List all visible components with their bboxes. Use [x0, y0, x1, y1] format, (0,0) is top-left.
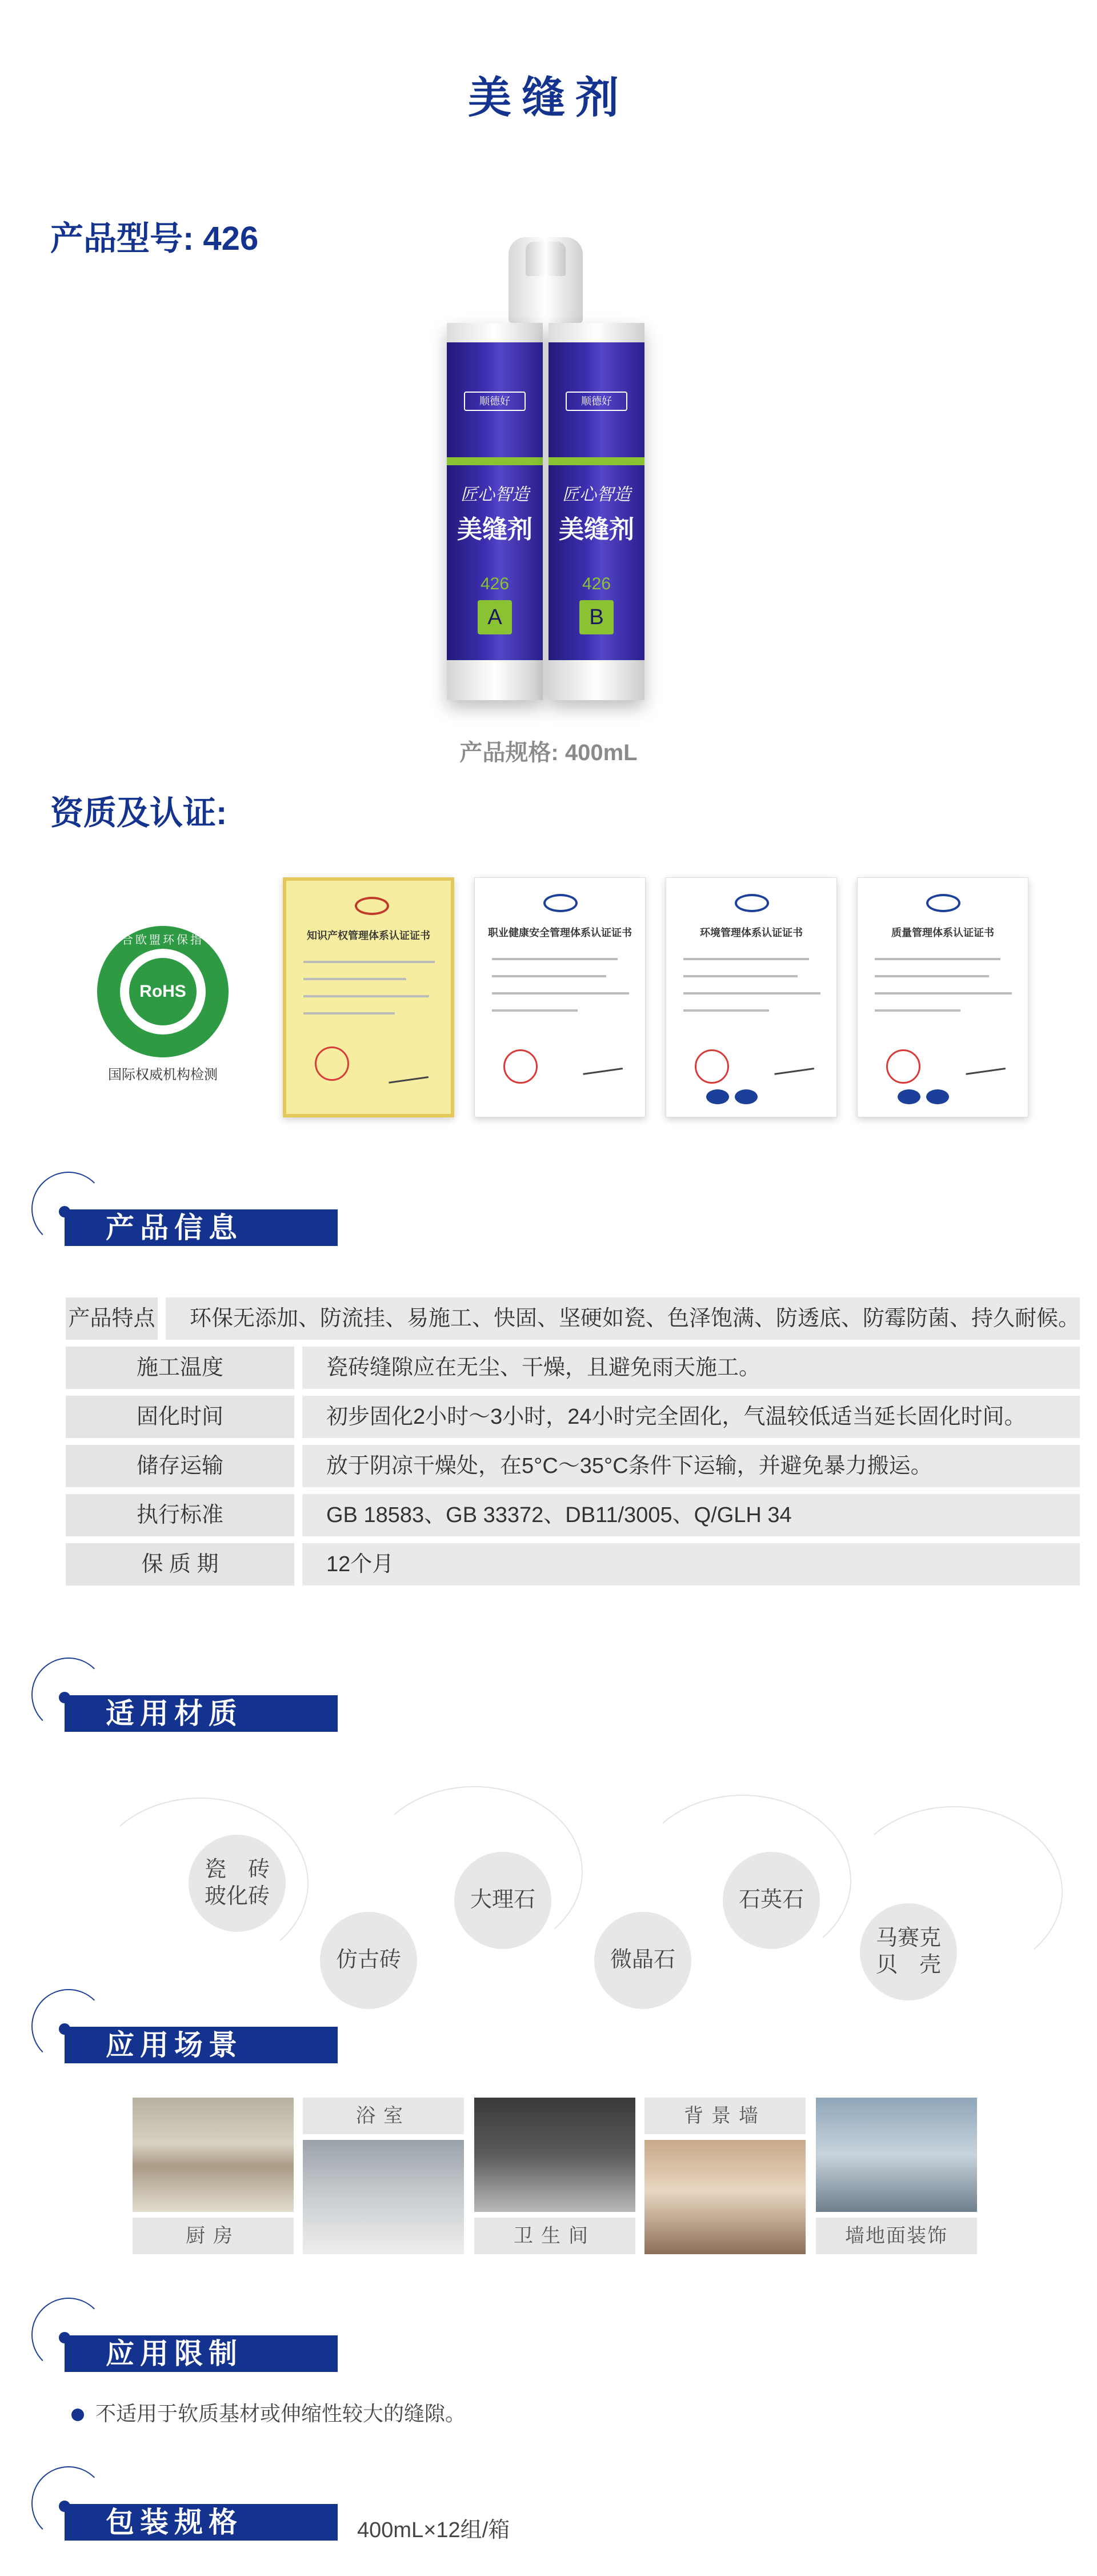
packaging-value: 400mL×12组/箱 [357, 2518, 510, 2542]
rohs-core-text: RoHS [129, 958, 197, 1025]
tube-letter: A [478, 600, 512, 634]
table-value: 瓷砖缝隙应在无尘、干燥，且避免雨天施工。 [302, 1347, 1080, 1389]
section-header-packaging [26, 2466, 346, 2546]
material-circle: 马赛克 贝 壳 [860, 1903, 957, 2000]
tube-letter: B [579, 600, 614, 634]
table-value: GB 18583、GB 33372、DB11/3005、Q/GLH 34 [302, 1494, 1080, 1536]
section-title: 应用限制 [106, 2338, 243, 2370]
table-key: 保 质 期 [66, 1543, 294, 1585]
section-title: 包装规格 [106, 2506, 243, 2538]
scene-label-background-wall: 背景墙 [644, 2098, 806, 2134]
table-key: 执行标准 [66, 1494, 294, 1536]
tube-name: 美缝剂 [559, 516, 634, 544]
certificate-quality [857, 877, 1028, 1117]
table-key: 产品特点 [66, 1297, 158, 1340]
material-circle: 大理石 [454, 1852, 551, 1949]
certificate-title: 知识产权管理体系认证证书 [307, 930, 430, 941]
model-label: 产品型号: 426 [50, 220, 259, 257]
scenes-area [0, 2098, 1097, 2269]
table-key: 施工温度 [66, 1347, 294, 1389]
tube-slogan: 匠心智造 [562, 485, 631, 504]
certificate-ip [283, 877, 454, 1117]
scene-image-wall-floor [816, 2098, 977, 2212]
nozzle-tip [526, 242, 566, 276]
certificate-title: 环境管理体系认证证书 [700, 927, 803, 938]
rohs-caption: 国际权威机构检测 [108, 1067, 218, 1083]
table-key: 储存运输 [66, 1445, 294, 1487]
product-info-table [66, 1297, 1080, 1592]
tube-number: 426 [480, 574, 510, 593]
limit-text: 不适用于软质基材或伸缩性较大的缝隙。 [95, 2402, 466, 2425]
tube-brand: 顺德好 [464, 392, 526, 411]
scene-label-toilet: 卫生间 [474, 2218, 635, 2254]
section-title: 产品信息 [106, 1212, 243, 1244]
table-row [66, 1347, 1080, 1389]
table-value: 初步固化2小时～3小时，24小时完全固化，气温较低适当延长固化时间。 [302, 1396, 1080, 1438]
rohs-ring-text: 符合欧盟环保指令 [108, 934, 218, 946]
scene-label-kitchen: 厨房 [133, 2218, 294, 2254]
table-row [66, 1494, 1080, 1536]
tube-slogan: 匠心智造 [461, 485, 529, 504]
certificate-title: 质量管理体系认证证书 [891, 927, 994, 938]
section-header-materials [26, 1658, 346, 1738]
certificate-env [666, 877, 837, 1117]
section-header-product-info [26, 1172, 346, 1252]
certificate-ohs [474, 877, 646, 1117]
certificate-title: 职业健康安全管理体系认证证书 [488, 927, 632, 938]
rohs-badge-icon [97, 926, 229, 1057]
spec-label: 产品规格: 400mL [459, 740, 638, 765]
scene-label-wall-floor: 墙地面装饰 [816, 2218, 977, 2254]
limit-item [71, 2398, 466, 2427]
scene-image-background-wall [644, 2140, 806, 2254]
tube-name: 美缝剂 [457, 516, 533, 544]
tube-a [447, 323, 543, 700]
section-header-limits [26, 2298, 346, 2378]
product-image [440, 237, 651, 706]
section-title: 应用场景 [106, 2029, 243, 2061]
table-value: 放于阴凉干燥处，在5°C～35°C条件下运输，并避免暴力搬运。 [302, 1445, 1080, 1487]
table-row [66, 1297, 1080, 1340]
scene-image-toilet [474, 2098, 635, 2212]
tube-number: 426 [582, 574, 611, 593]
table-row [66, 1543, 1080, 1585]
scene-image-kitchen [133, 2098, 294, 2212]
bullet-icon [71, 2409, 84, 2421]
section-header-scenes [26, 1989, 346, 2069]
page-title: 美缝剂 [468, 74, 629, 122]
certifications-title: 资质及认证: [50, 794, 227, 832]
tube-b [548, 323, 644, 700]
table-key: 固化时间 [66, 1396, 294, 1438]
table-value: 12个月 [302, 1543, 1080, 1585]
tube-brand: 顺德好 [566, 392, 627, 411]
table-row [66, 1396, 1080, 1438]
material-circle: 仿古砖 [320, 1912, 417, 2009]
scene-label-bathroom: 浴室 [303, 2098, 464, 2134]
table-row [66, 1445, 1080, 1487]
table-value: 环保无添加、防流挂、易施工、快固、坚硬如瓷、色泽饱满、防透底、防霉防菌、持久耐候。 [166, 1297, 1080, 1340]
material-circle: 微晶石 [594, 1912, 691, 2009]
material-circle: 瓷 砖 玻化砖 [189, 1835, 286, 1932]
scene-image-bathroom [303, 2140, 464, 2254]
section-title: 适用材质 [106, 1698, 243, 1730]
material-circle: 石英石 [723, 1852, 820, 1949]
materials-area [0, 1772, 1097, 1977]
